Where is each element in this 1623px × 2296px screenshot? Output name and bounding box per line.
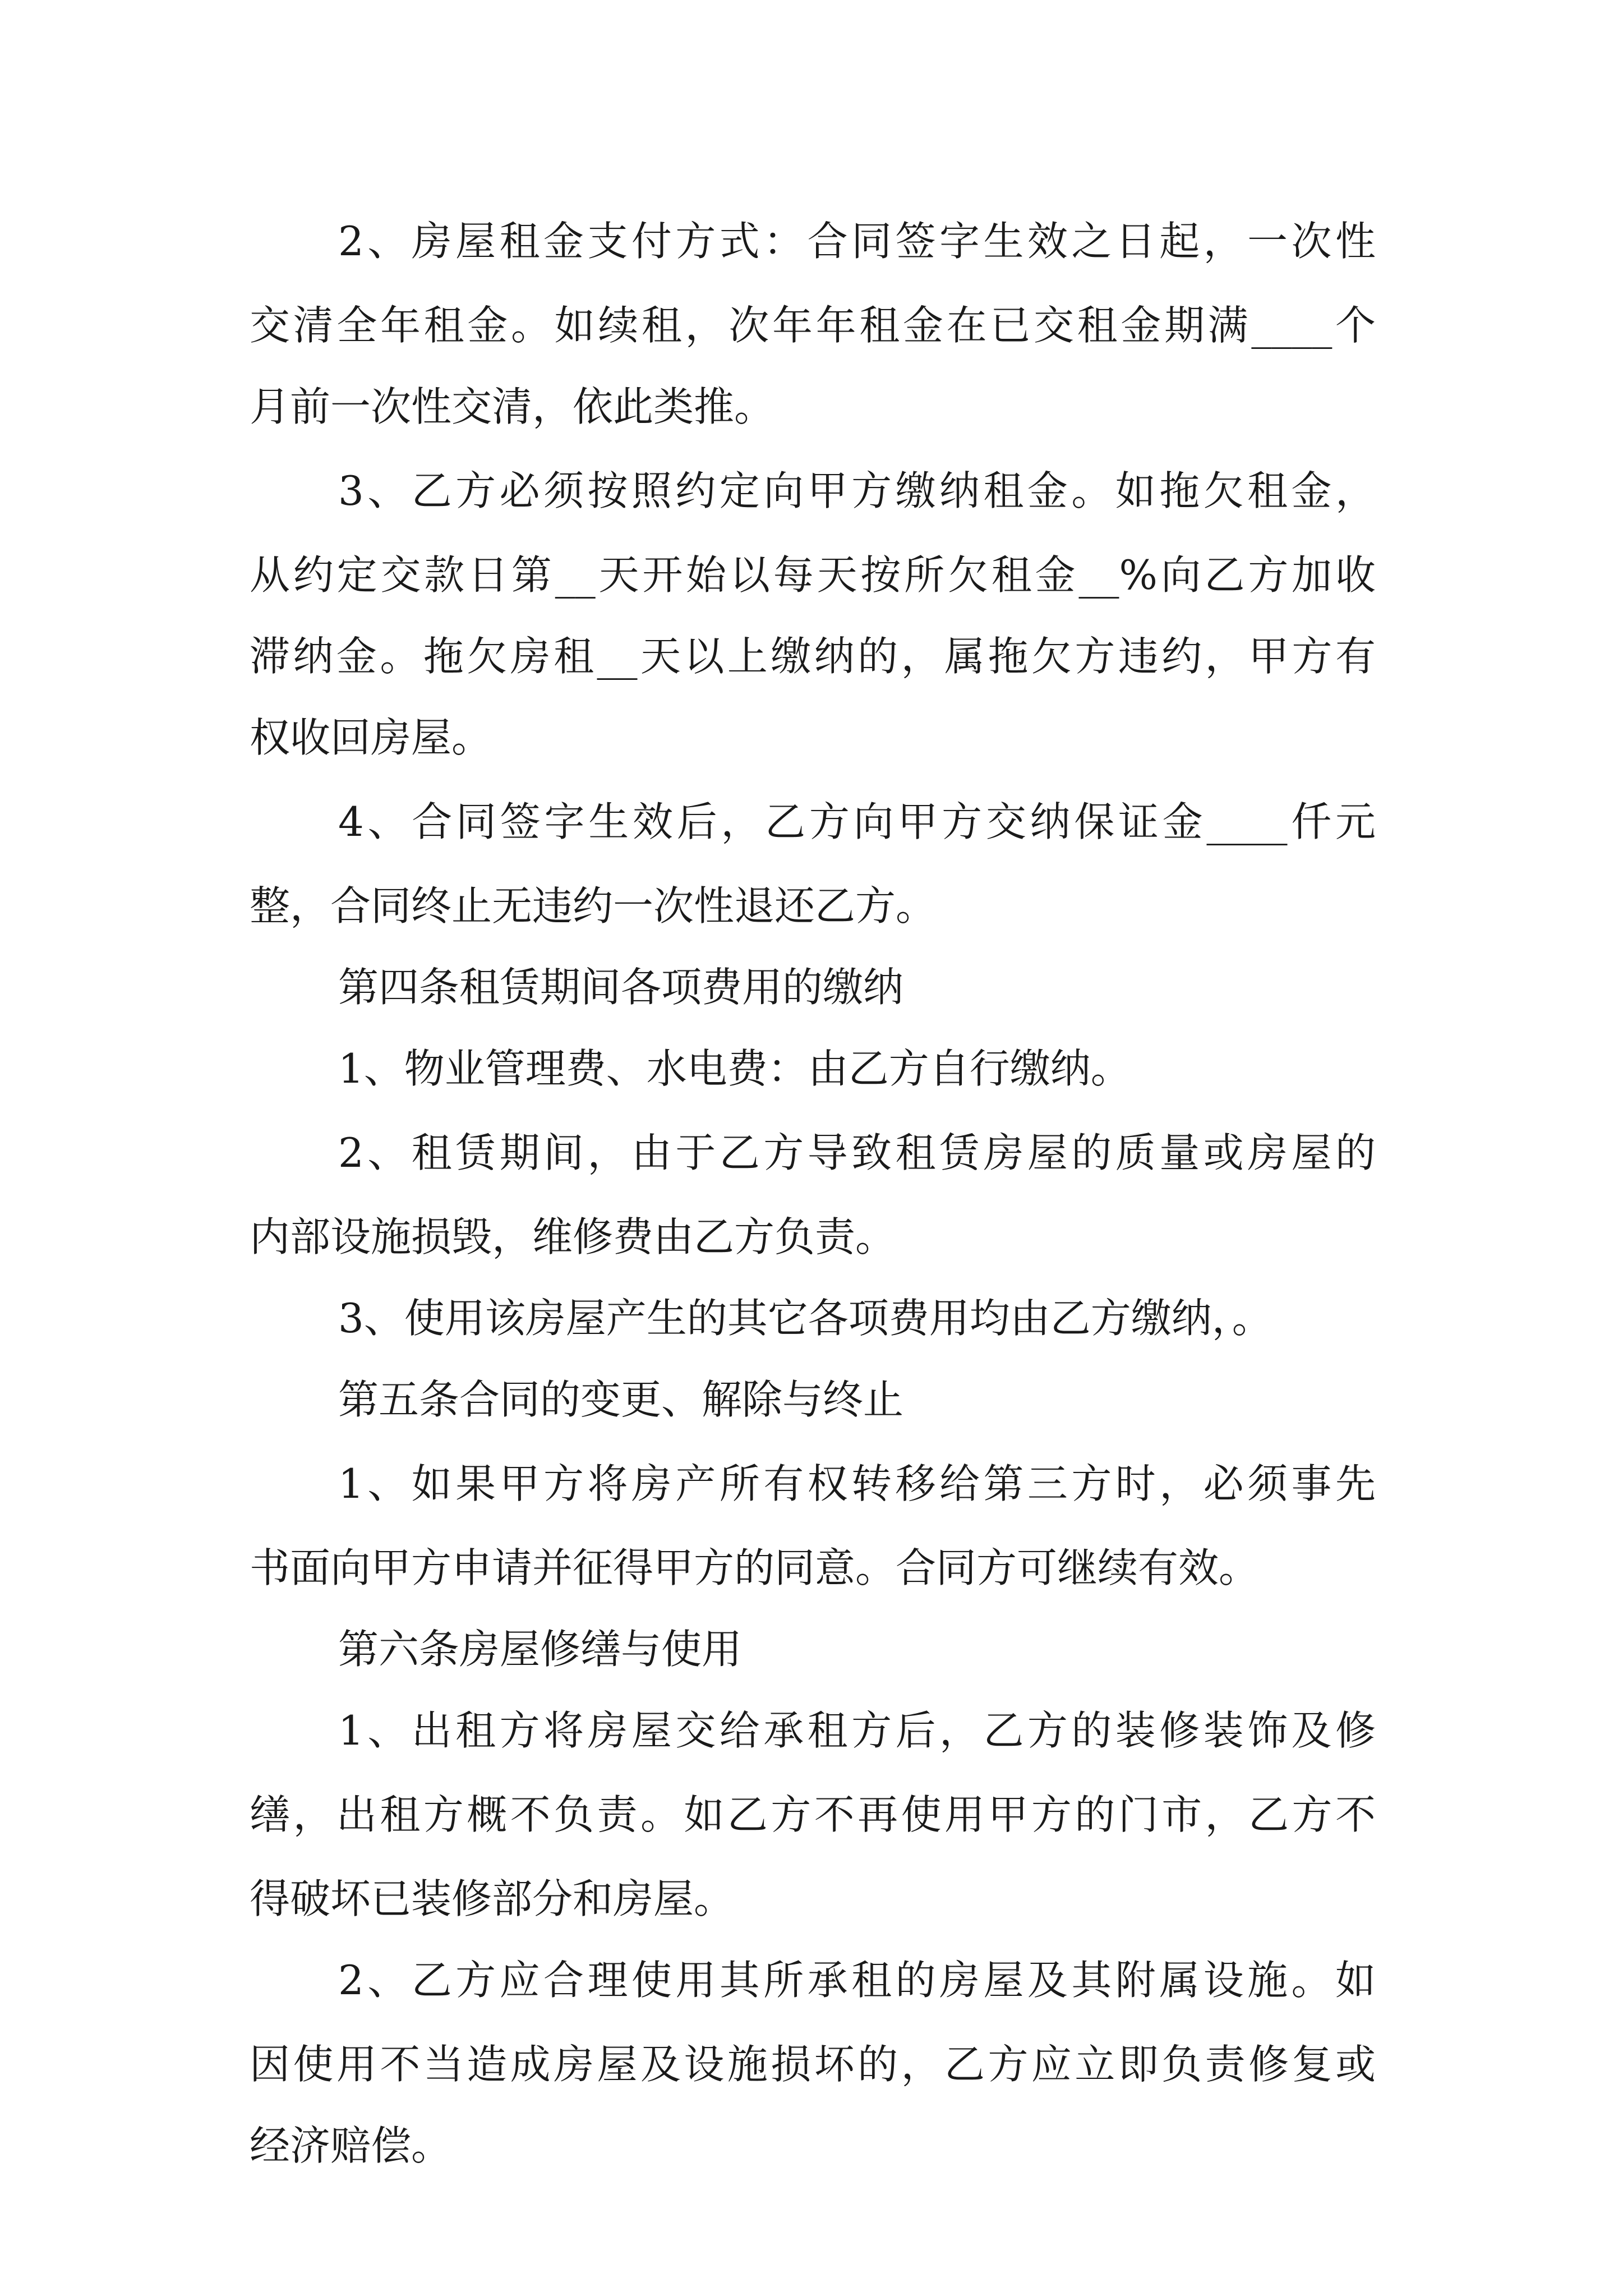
text-line: 滞纳金。拖欠房租__天以上缴纳的，属拖欠方违约，甲方有	[250, 633, 1376, 680]
text-line: 1、如果甲方将房产所有权转移给第三方时，必须事先	[338, 1460, 1376, 1507]
text-line: 权收回房屋。	[250, 714, 492, 761]
text-line: 缮，出租方概不负责。如乙方不再使用甲方的门市，乙方不	[250, 1791, 1376, 1838]
text-line: 得破坏已装修部分和房屋。	[250, 1875, 735, 1922]
text-line: 书面向甲方申请并征得甲方的同意。合同方可继续有效。	[250, 1544, 1260, 1591]
text-line: 因使用不当造成房屋及设施损坏的，乙方应立即负责修复或	[250, 2041, 1376, 2088]
text-line: 内部设施损毁，维修费由乙方负责。	[250, 1213, 896, 1260]
section-heading: 第五条合同的变更、解除与终止	[338, 1376, 904, 1423]
section-heading: 第六条房屋修缮与使用	[338, 1626, 743, 1673]
text-line: 2、租赁期间，由于乙方导致租赁房屋的质量或房屋的	[338, 1129, 1376, 1176]
text-line: 3、乙方必须按照约定向甲方缴纳租金。如拖欠租金，	[338, 467, 1376, 514]
text-line: 经济赔偿。	[250, 2122, 452, 2169]
text-line: 月前一次性交清，依此类推。	[250, 383, 775, 430]
text-line: 交清全年租金。如续租，次年年租金在已交租金期满____个	[250, 302, 1376, 349]
text-line: 1、物业管理费、水电费：由乙方自行缴纳。	[338, 1045, 1131, 1092]
text-line: 3、使用该房屋产生的其它各项费用均由乙方缴纳，。	[338, 1295, 1272, 1342]
text-line: 2、乙方应合理使用其所承租的房屋及其附属设施。如	[338, 1957, 1376, 2004]
text-line: 1、出租方将房屋交给承租方后，乙方的装修装饰及修	[338, 1707, 1376, 1754]
section-heading: 第四条租赁期间各项费用的缴纳	[338, 964, 904, 1011]
text-line: 从约定交款日第__天开始以每天按所欠租金__%向乙方加收	[250, 551, 1376, 599]
text-line: 2、房屋租金支付方式：合同签字生效之日起，一次性	[338, 218, 1376, 265]
text-line: 整，合同终止无违约一次性退还乙方。	[250, 882, 937, 930]
text-line: 4、合同签字生效后，乙方向甲方交纳保证金____仟元	[338, 798, 1376, 845]
